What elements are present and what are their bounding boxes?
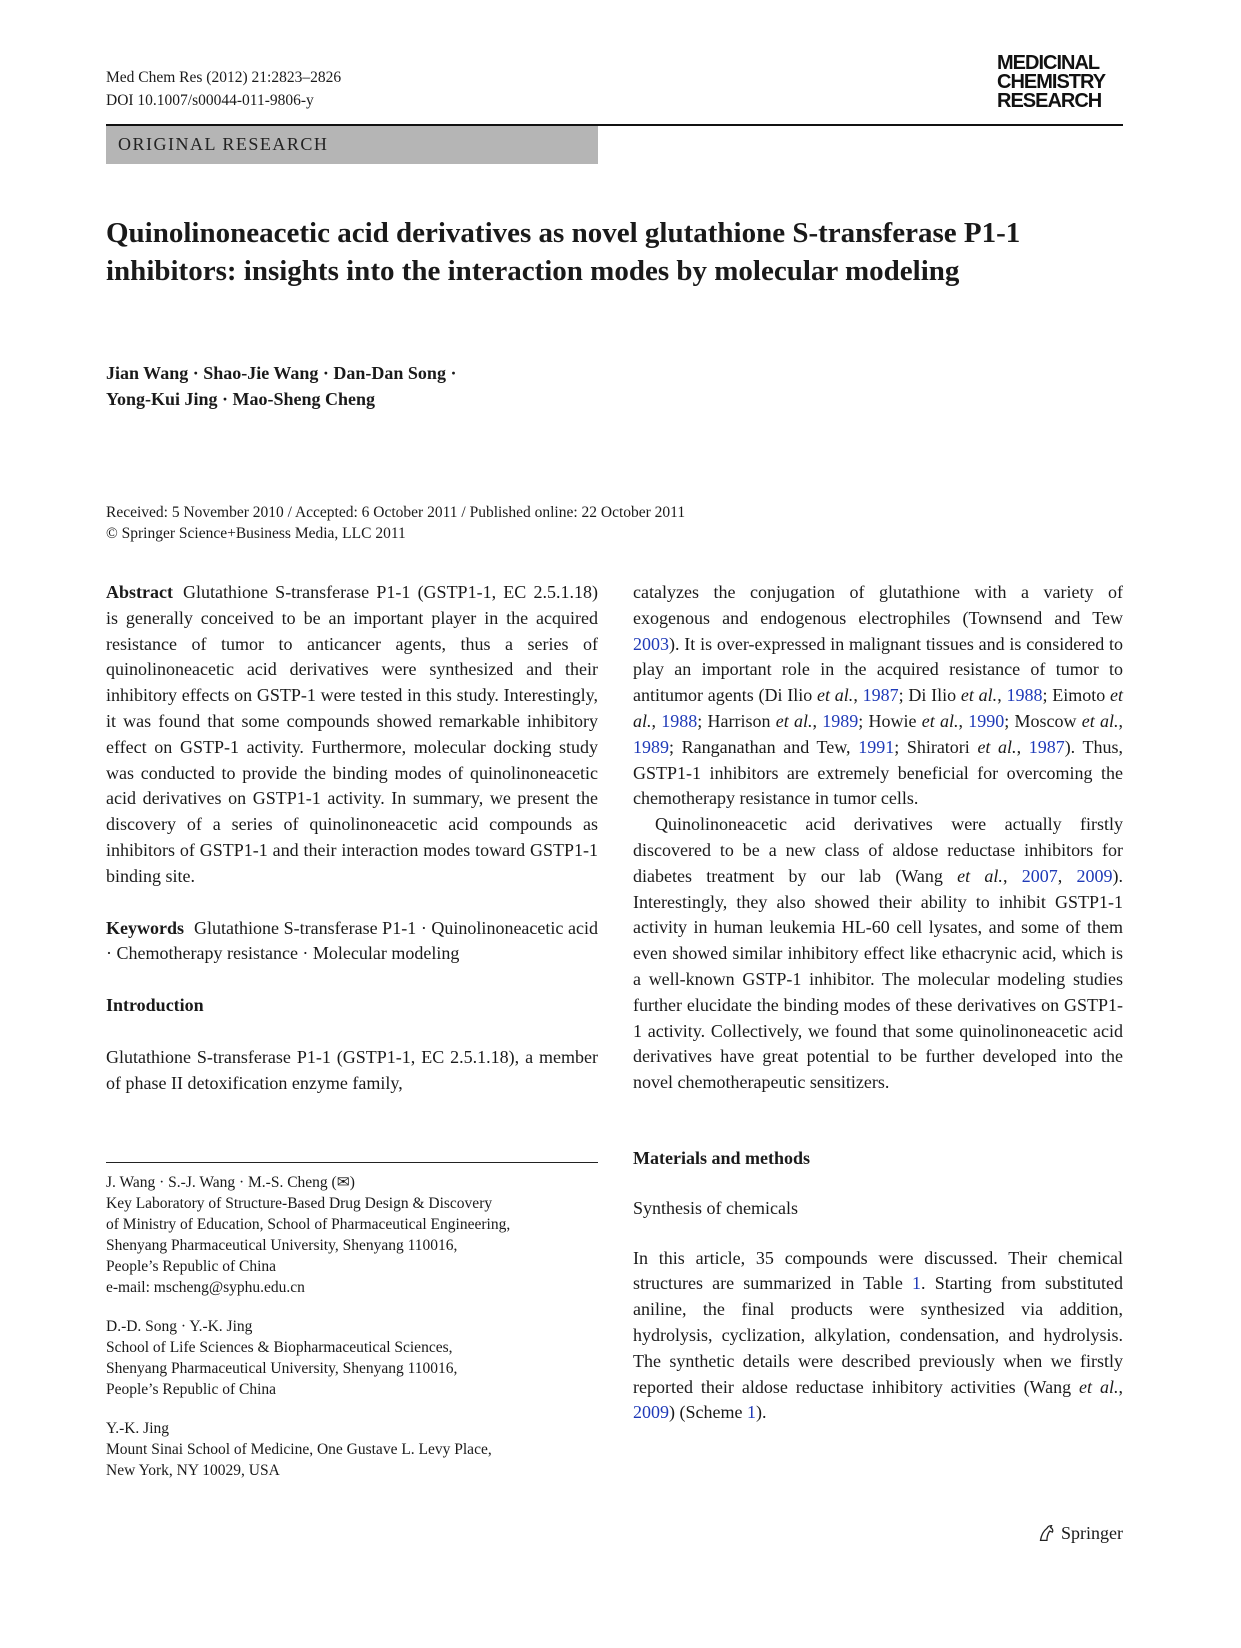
abstract xyxy=(106,580,598,890)
journal-citation: Med Chem Res (2012) 21:2823–2826 xyxy=(106,69,342,86)
table-link[interactable]: 1 xyxy=(912,1273,922,1294)
citation-link[interactable]: 2003 xyxy=(633,633,669,654)
footnote-rule xyxy=(106,1162,598,1163)
copyright: © Springer Science+Business Media, LLC 2011 xyxy=(106,525,406,542)
journal-reference xyxy=(106,66,341,112)
citation-link[interactable]: 2009 xyxy=(1076,865,1113,886)
right-column xyxy=(633,580,1123,1426)
affiliations xyxy=(106,1172,598,1499)
affiliation-3: Y.-K. Jing Mount Sinai School of Medicine, One Gustave L. Levy Place, New York, NY 10029, USA xyxy=(106,1420,492,1479)
citation-link[interactable]: 1990 xyxy=(968,710,1005,731)
citation-link[interactable]: 1989 xyxy=(822,710,859,731)
left-column xyxy=(106,580,598,1097)
citation-link[interactable]: 1987 xyxy=(862,685,899,706)
contact-email[interactable]: e-mail: mscheng@syphu.edu.cn xyxy=(106,1279,305,1296)
doi: DOI 10.1007/s00044-011-9806-y xyxy=(106,92,314,109)
citation-link[interactable]: 1989 xyxy=(633,736,669,757)
history-dates: Received: 5 November 2010 / Accepted: 6 October 2011 / Published online: 22 October 2011 xyxy=(106,504,686,521)
springer-horse-icon xyxy=(1035,1522,1057,1544)
abstract-label: Abstract xyxy=(106,582,173,602)
introduction-text: Glutathione S-transferase P1-1 (GSTP1-1, EC 2.5.1.18), a member of phase II detoxification enzyme family, xyxy=(106,1046,598,1093)
scheme-link[interactable]: 1 xyxy=(746,1402,756,1423)
citation-link[interactable]: 2007 xyxy=(1021,865,1058,886)
keywords-text: Glutathione S-transferase P1-1 · Quinolinoneacetic acid · Chemotherapy resistance · Molecular modeling xyxy=(106,917,598,964)
paragraph-synthesis: In this article, 35 compounds were discussed. Their chemical structures are summarized in Table 1. Starting from substituted aniline, the final products were synthesized via addition, hydrolysis, cyclization, alkylation, condensation, and hydrolysis. The synthetic details were described previously when we firstly reported their aldose reductase inhibitory activities (Wang et al., 2009) (Scheme 1). xyxy=(633,1247,1123,1423)
materials-methods-heading: Materials and methods xyxy=(633,1147,810,1168)
citation-link[interactable]: 1988 xyxy=(661,710,698,731)
citation-link[interactable]: 1987 xyxy=(1028,736,1065,757)
section-label: ORIGINAL RESEARCH xyxy=(118,134,329,154)
journal-logo: MEDICINAL CHEMISTRY RESEARCH xyxy=(997,52,1106,112)
publication-history xyxy=(106,502,1006,544)
paragraph-quinolinone: Quinolinoneacetic acid derivatives were actually firstly discovered to be a new class of aldose reductase inhibitors for diabetes treatment by our lab (Wang et al., 2007, 2009). Interestingly, they also showed their ability to inhibit GSTP1-1 activity in human leukemia HL-60 cell lysates, and some of them even showed similar inhibitory effect like ethacrynic acid, which is a well-known GSTP-1 inhibitor. The molecular modeling studies further elucidate the binding modes of these derivatives on GSTP1-1 activity. Collectively, we found that some quinolinoneacetic acid derivatives have great potential to be further developed into the novel chemotherapeutic sensitizers. xyxy=(633,814,1123,1093)
abstract-text: Glutathione S-transferase P1-1 (GSTP1-1, EC 2.5.1.18) is generally conceived to be an important player in the acquired resistance of tumor to anticancer agents, thus a series of quinolinoneacetic acid derivatives were synthesized and their inhibitory effects on GSTP-1 were tested in this study. Interestingly, it was found that some compounds showed remarkable inhibitory effect on GSTP-1 activity. Furthermore, molecular docking study was conducted to provide the binding modes of quinolinoneacetic acid derivatives on GSTP1-1 activity. In summary, we present the discovery of a series of quinolinoneacetic acid compounds as inhibitors of GSTP1-1 and their interaction modes toward GSTP1-1 binding site. xyxy=(106,582,598,886)
affiliation-1: J. Wang · S.-J. Wang · M.-S. Cheng (✉) Key Laboratory of Structure-Based Drug Design & Discovery of Ministry of Education, School of Pharmaceutical Engineering, Shenyang Pharmaceutical University, Shenyang 110016, People’s Republic of China e-mail: mscheng@syphu.edu.cn xyxy=(106,1174,511,1296)
introduction-heading: Introduction xyxy=(106,995,204,1016)
author-list: Jian Wang · Shao-Jie Wang · Dan-Dan Song · Yong-Kui Jing · Mao-Sheng Cheng xyxy=(106,363,457,409)
citation-link[interactable]: 1991 xyxy=(858,736,895,757)
synthesis-subheading: Synthesis of chemicals xyxy=(633,1197,798,1218)
keywords xyxy=(106,916,598,968)
citation-link[interactable]: 2009 xyxy=(633,1402,669,1423)
article-title: Quinolinoneacetic acid derivatives as novel glutathione S-transferase P1-1 inhibitors: insights into the interaction modes by molecular modeling xyxy=(106,217,1021,287)
publisher-footer xyxy=(1035,1522,1123,1544)
citation-link[interactable]: 1988 xyxy=(1006,685,1043,706)
paragraph-intro-continued: catalyzes the conjugation of glutathione with a variety of exogenous and endogenous electrophiles (Townsend and Tew 2003). It is over-expressed in malignant tissues and is considered to play an important role in the acquired resistance of tumor to antitumor agents (Di Ilio et al., 1987; Di Ilio et al., 1988; Eimoto et al., 1988; Harrison et al., 1989; Howie et al., 1990; Moscow et al., 1989; Ranganathan and Tew, 1991; Shiratori et al., 1987). Thus, GSTP1-1 inhibitors are extremely beneficial for overcoming the chemotherapy resistance in tumor cells. xyxy=(633,582,1124,809)
affiliation-2: D.-D. Song · Y.-K. Jing School of Life Sciences & Biopharmaceutical Sciences, Shenyang Pharmaceutical University, Shenyang 110016, People’s Republic of China xyxy=(106,1318,458,1398)
section-label-bar xyxy=(106,126,598,164)
publisher-name: Springer xyxy=(1061,1522,1123,1543)
keywords-label: Keywords xyxy=(106,917,184,938)
